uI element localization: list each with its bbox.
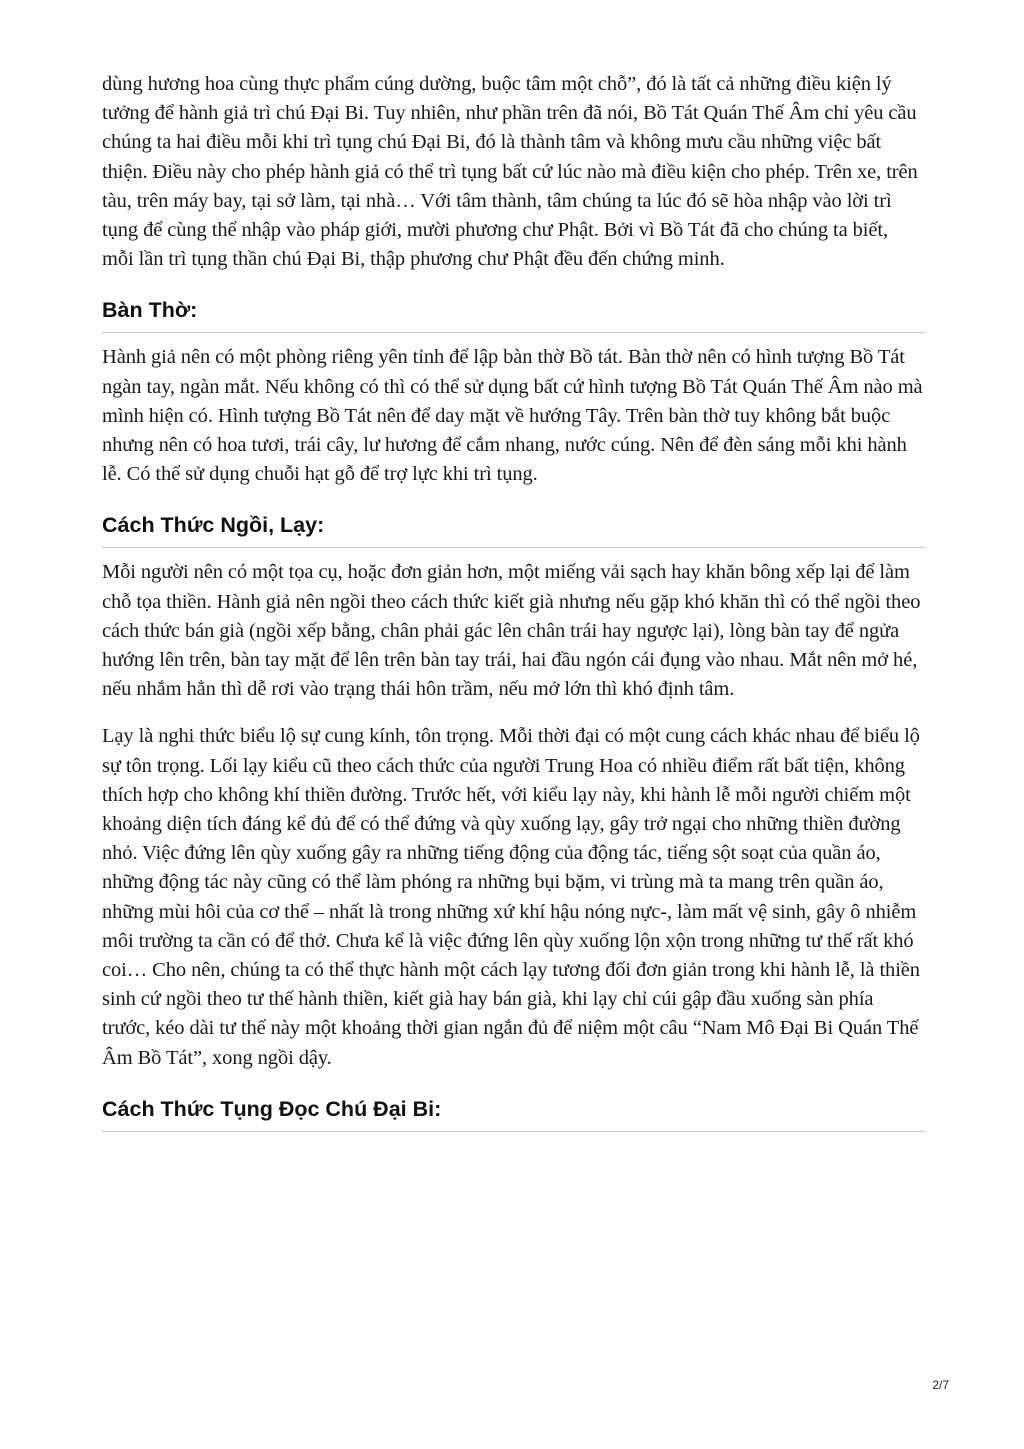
section-heading-ban-tho: Bàn Thờ: [102, 296, 924, 333]
lay-paragraph: Lạy là nghi thức biểu lộ sự cung kính, tôn trọng. Mỗi thời đại có một cung cách khác nhau để biểu lộ sự tôn trọng. Lối lạy kiểu cũ theo cách thức của người Trung Hoa có nhiều điểm rất bất tiện, không thích hợp cho không khí thiền đường. Trước hết, với kiểu lạy này, khi hành lễ mỗi người chiếm một khoảng diện tích đáng kể đủ để có thể đứng và qùy xuống lạy, gây trở ngại cho những thiền đường nhỏ. Việc đứng lên qùy xuống gây ra những tiếng động của động tác, tiếng sột soạt của quần áo, những động tác này cũng có thể làm phóng ra những bụi bặm, vi trùng mà ta mang trên quần áo, những mùi hôi của cơ thể – nhất là trong những xứ khí hậu nóng nực-, làm mất vệ sinh, gây ô nhiễm môi trường ta cần có để thở. Chưa kể là việc đứng lên qùy xuống lộn xộn trong những tư thế rất khó coi… Cho nên, chúng ta có thể thực hành một cách lạy tương đối đơn giản trong khi hành lễ, là thiền sinh cứ ngồi theo tư thế hành thiền, kiết già hay bán già, khi lạy chỉ cúi gập đầu xuống sàn phía trước, kéo dài tư thế này một khoảng thời gian ngắn đủ để niệm một câu “Nam Mô Đại Bi Quán Thế Âm Bồ Tát”, xong ngồi dậy. [102, 725, 920, 1069]
section-heading-cach-thuc-tung-doc: Cách Thức Tụng Đọc Chú Đại Bi: [102, 1095, 924, 1132]
ban-tho-paragraph: Hành giả nên có một phòng riêng yên tỉnh để lập bàn thờ Bồ tát. Bàn thờ nên có hình tượng Bồ Tát ngàn tay, ngàn mắt. Nếu không có thì có thể sử dụng bất cứ hình tượng Bồ Tát Quán Thế Âm nào mà mình hiện có. Hình tượng Bồ Tát nên để day mặt về hướng Tây. Trên bàn thờ tuy không bắt buộc nhưng nên có hoa tươi, trái cây, lư hương để cắm nhang, nước cúng. Nên để đèn sáng mỗi khi hành lễ. Có thể sử dụng chuỗi hạt gỗ để trợ lực khi trì tụng. [102, 346, 923, 486]
document-body [102, 70, 924, 1132]
ngoi-paragraph: Mỗi người nên có một tọa cụ, hoặc đơn giản hơn, một miếng vải sạch hay khăn bông xếp lại để làm chỗ tọa thiền. Hành giả nên ngồi theo cách thức kiết già nhưng nếu gặp khó khăn thì có thể ngồi theo cách thức bán già (ngồi xếp bằng, chân phải gác lên chân trái hay ngược lại), lòng bàn tay để ngửa hướng lên trên, bàn tay mặt để lên trên bàn tay trái, hai đầu ngón cái đụng vào nhau. Mắt nên mở hé, nếu nhắm hẳn thì dễ rơi vào trạng thái hôn trầm, nếu mở lớn thì khó định tâm. [102, 561, 921, 701]
page-number: 2/7 [932, 1378, 949, 1392]
intro-paragraph: dùng hương hoa cùng thực phẩm cúng dường, buộc tâm một chỗ”, đó là tất cả những điều kiện lý tưởng để hành giả trì chú Đại Bi. Tuy nhiên, như phần trên đã nói, Bồ Tát Quán Thế Âm chỉ yêu cầu chúng ta hai điều mỗi khi trì tụng chú Đại Bi, đó là thành tâm và không mưu cầu những việc bất thiện. Điều này cho phép hành giả có thể trì tụng bất cứ lúc nào mà điều kiện cho phép. Trên xe, trên tàu, trên máy bay, tại sở làm, tại nhà… Với tâm thành, tâm chúng ta lúc đó sẽ hòa nhập vào lời trì tụng để cùng thể nhập vào pháp giới, mười phương chư Phật. Bởi vì Bồ Tát đã cho chúng ta biết, mỗi lần trì tụng thần chú Đại Bi, thập phương chư Phật đều đến chứng minh. [102, 73, 918, 271]
section-heading-cach-thuc-ngoi-lay: Cách Thức Ngồi, Lạy: [102, 511, 924, 548]
